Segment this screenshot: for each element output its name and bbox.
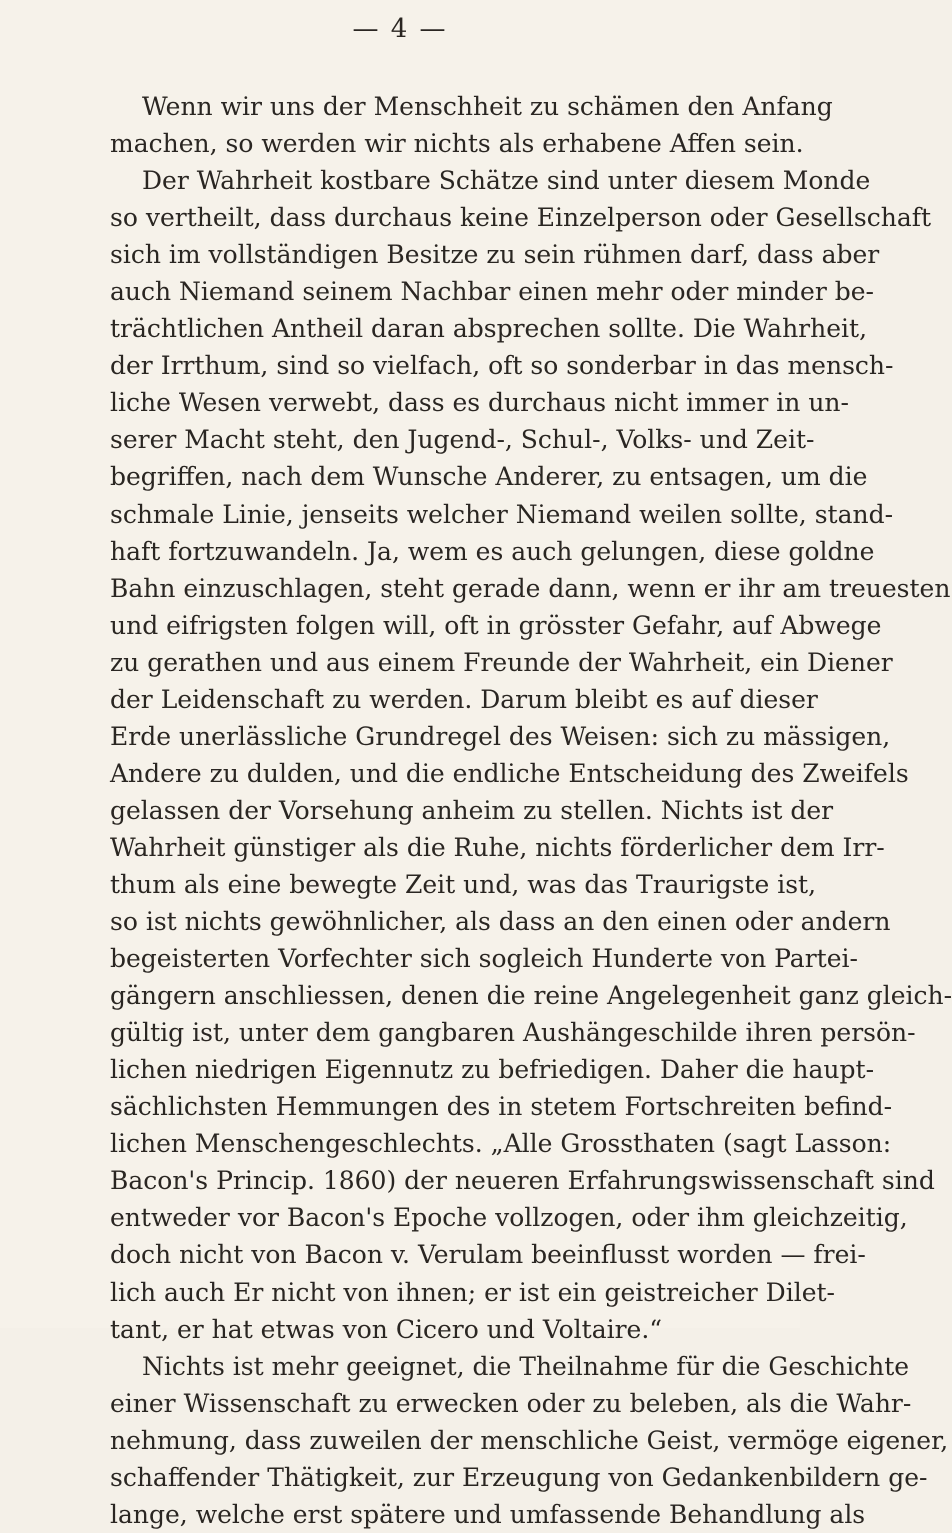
text-line: trächtlichen Antheil daran absprechen sollte. Die Wahrheit, xyxy=(110,314,868,344)
text-line: und eifrigsten folgen will, oft in grösster Gefahr, auf Abwege xyxy=(110,610,882,640)
text-line: thum als eine bewegte Zeit und, was das Traurigste ist, xyxy=(110,869,817,899)
text-line: einer Wissenschaft zu erwecken oder zu beleben, als die Wahr- xyxy=(110,1388,912,1418)
text-line: begeisterten Vorfechter sich sogleich Hunderte von Partei- xyxy=(110,944,858,974)
text-line: Wahrheit günstiger als die Ruhe, nichts förderlicher dem Irr- xyxy=(110,832,885,862)
text-line: auch Niemand seinem Nachbar einen mehr oder minder be- xyxy=(110,277,874,307)
text-line: Wenn wir uns der Menschheit zu schämen den Anfang xyxy=(142,92,833,121)
page-number-header: — 4 — xyxy=(352,14,448,44)
text-line: schmale Linie, jenseits welcher Niemand weilen sollte, stand- xyxy=(110,499,894,529)
text-line: Andere zu dulden, und die endliche Entscheidung des Zweifels xyxy=(110,758,909,788)
text-line: so ist nichts gewöhnlicher, als dass an den einen oder andern xyxy=(110,907,891,937)
text-line: zu gerathen und aus einem Freunde der Wahrheit, ein Diener xyxy=(110,647,893,677)
text-line: der Leidenschaft zu werden. Darum bleibt es auf dieser xyxy=(110,684,818,714)
text-line: gültig ist, unter dem gangbaren Aushängeschilde ihren persön- xyxy=(110,1018,916,1048)
text-line: sich im vollständigen Besitze zu sein rühmen darf, dass aber xyxy=(110,240,880,270)
text-line: lichen niedrigen Eigennutz zu befriedigen. Daher die haupt- xyxy=(110,1055,875,1085)
text-line: tant, er hat etwas von Cicero und Voltaire.“ xyxy=(110,1314,663,1344)
text-line: Bacon's Princip. 1860) der neueren Erfahrungswissenschaft sind xyxy=(110,1166,935,1196)
text-line: so vertheilt, dass durchaus keine Einzelperson oder Gesellschaft xyxy=(110,203,932,233)
text-line: serer Macht steht, den Jugend-, Schul-, Volks- und Zeit- xyxy=(110,425,815,455)
text-line: Erde unerlässliche Grundregel des Weisen: sich zu mässigen, xyxy=(110,721,891,751)
body-text xyxy=(110,88,952,1533)
text-line: haft fortzuwandeln. Ja, wem es auch gelungen, diese goldne xyxy=(110,536,875,566)
text-line: lichen Menschengeschlechts. „Alle Grossthaten (sagt Lasson: xyxy=(110,1129,892,1159)
text-line: schaffender Thätigkeit, zur Erzeugung von Gedankenbildern ge- xyxy=(110,1462,928,1492)
text-line: doch nicht von Bacon v. Verulam beeinflusst worden — frei- xyxy=(110,1240,866,1270)
text-line: liche Wesen verwebt, dass es durchaus nicht immer in un- xyxy=(110,388,849,418)
text-line: gängern anschliessen, denen die reine Angelegenheit ganz gleich- xyxy=(110,981,952,1011)
text-line: nehmung, dass zuweilen der menschliche Geist, vermöge eigener, xyxy=(110,1425,949,1455)
text-line: begriffen, nach dem Wunsche Anderer, zu entsagen, um die xyxy=(110,462,868,492)
text-line: entweder vor Bacon's Epoche vollzogen, oder ihm gleichzeitig, xyxy=(110,1203,908,1233)
text-line: der Irrthum, sind so vielfach, oft so sonderbar in das mensch- xyxy=(110,351,894,381)
text-line: gelassen der Vorsehung anheim zu stellen. Nichts ist der xyxy=(110,795,834,825)
text-line: Nichts ist mehr geeignet, die Theilnahme für die Geschichte xyxy=(142,1351,910,1381)
text-line: machen, so werden wir nichts als erhabene Affen sein. xyxy=(110,129,804,159)
text-line: Der Wahrheit kostbare Schätze sind unter diesem Monde xyxy=(142,166,871,196)
text-line: sächlichsten Hemmungen des in stetem Fortschreiten befind- xyxy=(110,1092,893,1122)
text-line: Bahn einzuschlagen, steht gerade dann, wenn er ihr am treuesten xyxy=(110,573,951,603)
text-line: lange, welche erst spätere und umfassende Behandlung als xyxy=(110,1499,866,1529)
text-line: lich auch Er nicht von ihnen; er ist ein geistreicher Dilet- xyxy=(110,1277,835,1307)
